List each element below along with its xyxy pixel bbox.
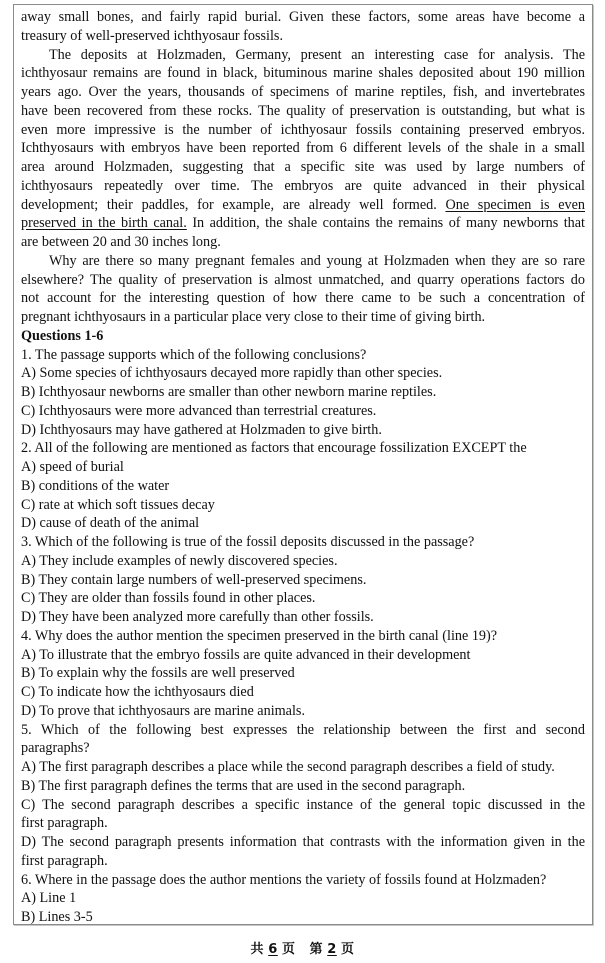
question-stem: paragraphs? bbox=[21, 740, 90, 757]
answer-option: B) conditions of the water bbox=[21, 477, 170, 494]
answer-option: A) Some species of ichthyosaurs decayed more rapidly than other species. bbox=[21, 365, 443, 382]
answer-option: B) The first paragraph defines the terms that are used in the second paragraph. bbox=[21, 777, 466, 794]
answer-option: B) Ichthyosaur newborns are smaller than other newborn marine reptiles. bbox=[21, 384, 437, 400]
question-stem: 5. Which of the following best expresses the relationship between the first and second bbox=[21, 721, 585, 738]
answer-option: C) They are older than fossils found in other places. bbox=[21, 590, 316, 607]
question-stem: 4. Why does the author mention the specimen preserved in the birth canal (line 19)? bbox=[21, 627, 498, 644]
questions-heading: Questions 1-6 bbox=[21, 327, 104, 344]
answer-option: first paragraph. bbox=[21, 852, 108, 869]
passage-line: have been recovered from these rocks. The quality of preservation is outstanding, but what is bbox=[21, 102, 585, 119]
passage-line: even more impressive is the number of ichthyosaur fossils containing preserved embryos. bbox=[21, 121, 585, 138]
page-word: 页 bbox=[281, 942, 296, 957]
passage-line: away small bones, and fairly rapid burial. Given these factors, some areas have become a bbox=[21, 9, 585, 25]
content-frame bbox=[13, 4, 593, 925]
answer-option: A) They include examples of newly discovered species. bbox=[21, 552, 338, 569]
answer-option: A) The first paragraph describes a place while the second paragraph describes a field of study. bbox=[21, 759, 555, 775]
passage-line: pregnant ichthyosaurs in a particular place very close to their time of giving birth. bbox=[21, 309, 486, 325]
current-suffix: 页 bbox=[341, 942, 355, 957]
answer-option: B) They contain large numbers of well-preserved specimens. bbox=[21, 571, 367, 588]
current-page-number: 2 bbox=[327, 942, 337, 957]
question-stem: 2. All of the following are mentioned as factors that encourage fossilization EXCEPT the bbox=[21, 440, 527, 457]
passage-text: In addition, the shale contains the remains of many newborns that bbox=[192, 215, 586, 232]
passage-line: treasury of well-preserved ichthyosaur fossils. bbox=[21, 27, 283, 44]
question-stem: 3. Which of the following is true of the fossil deposits discussed in the passage? bbox=[21, 534, 475, 550]
question-stem: 6. Where in the passage does the author mentions the variety of fossils found at Holzmaden? bbox=[21, 871, 547, 888]
answer-option: A) Line 1 bbox=[21, 890, 77, 907]
passage-line: area around Holzmaden, suggesting that a specific site was used by large numbers of bbox=[21, 159, 585, 175]
passage-line: elsewhere? The quality of preservation is almost unmatched, and quarry operations factors do bbox=[21, 271, 585, 288]
answer-option: C) rate at which soft tissues decay bbox=[21, 496, 215, 513]
answer-option: C) Ichthyosaurs were more advanced than terrestrial creatures. bbox=[21, 402, 377, 419]
current-prefix: 第 bbox=[309, 942, 324, 957]
answer-option: D) The second paragraph presents information that contrasts with the information given in the bbox=[21, 834, 585, 850]
passage-line: not account for the interesting question of how there came to be such a concentration of bbox=[21, 290, 585, 307]
underlined-sentence: One specimen is even bbox=[445, 196, 586, 213]
total-prefix: 共 bbox=[250, 942, 264, 957]
answer-option: D) Ichthyosaurs may have gathered at Holzmaden to give birth. bbox=[21, 421, 382, 438]
passage-line: Why are there so many pregnant females and young at Holzmaden when they are so rare bbox=[49, 252, 585, 269]
page-footer bbox=[0, 938, 605, 957]
answer-option: D) To prove that ichthyosaurs are marine animals. bbox=[21, 702, 305, 719]
answer-option: D) cause of death of the animal bbox=[21, 515, 200, 532]
answer-option: D) They have been analyzed more carefully than other fossils. bbox=[21, 609, 374, 625]
passage-text: development; their paddles, for example, are already well formed. bbox=[21, 196, 437, 213]
answer-option: A) To illustrate that the embryo fossils are quite advanced in their development bbox=[21, 646, 471, 663]
passage-line: Ichthyosaurs with embryos have been reported from 6 different levels of the shale in a small bbox=[21, 140, 585, 157]
answer-option: first paragraph. bbox=[21, 815, 108, 832]
total-pages: 6 bbox=[268, 942, 278, 957]
passage-line: The deposits at Holzmaden, Germany, present an interesting case for analysis. The bbox=[49, 46, 585, 63]
answer-option: C) To indicate how the ichthyosaurs died bbox=[21, 684, 254, 700]
answer-option: A) speed of burial bbox=[21, 459, 124, 475]
passage-line: years ago. Over the years, thousands of specimens of marine reptiles, fish, and invertebrates bbox=[21, 84, 585, 100]
passage-line: ichthyosaurs repeatedly over time. The embryos are quite advanced in their physical bbox=[21, 177, 585, 194]
answer-option: C) The second paragraph describes a specific instance of the general topic discussed in the bbox=[21, 796, 585, 813]
passage-line bbox=[21, 196, 585, 215]
answer-option: B) To explain why the fossils are well preserved bbox=[21, 665, 295, 682]
passage-line: ichthyosaur remains are found in black, bituminous marine shales deposited about 190 million bbox=[21, 65, 585, 82]
passage-line bbox=[21, 214, 585, 233]
answer-option: B) Lines 3-5 bbox=[21, 909, 93, 925]
passage-line: are between 20 and 30 inches long. bbox=[21, 234, 221, 250]
underlined-sentence: preserved in the birth canal. bbox=[21, 215, 187, 232]
question-stem: 1. The passage supports which of the following conclusions? bbox=[21, 346, 367, 363]
